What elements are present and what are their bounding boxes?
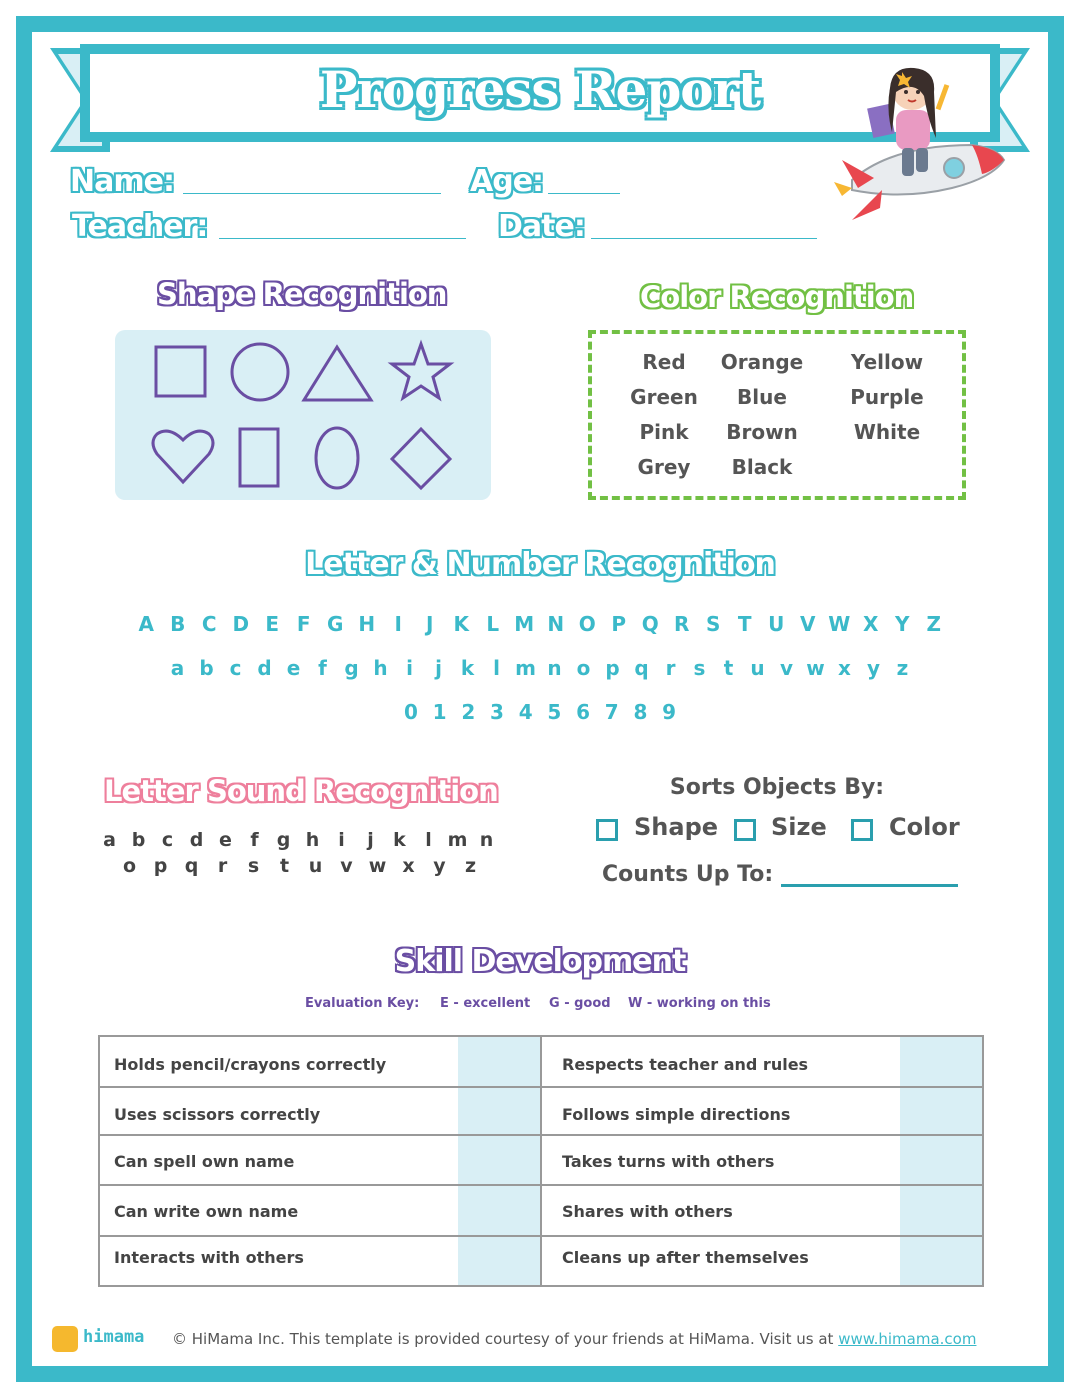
- character: v: [779, 656, 794, 680]
- character: l: [425, 829, 432, 851]
- character: n: [479, 829, 494, 851]
- star-icon: [392, 344, 450, 398]
- character: M: [514, 612, 535, 636]
- skill-right: Respects teacher and rules: [562, 1055, 809, 1074]
- row-divider: [100, 1086, 982, 1088]
- color-word: Orange: [720, 350, 804, 374]
- character: d: [189, 829, 204, 851]
- evaluation-key-item: W - working on this: [628, 996, 771, 1011]
- table-divider: [540, 1037, 542, 1285]
- name-label: Name:: [70, 164, 174, 199]
- himama-logo-icon: [52, 1326, 78, 1352]
- character: 0: [403, 700, 418, 724]
- lowercase-row: [0, 656, 1080, 680]
- color-word: Pink: [639, 420, 689, 444]
- character: x: [838, 656, 851, 680]
- character: F: [296, 612, 311, 636]
- character: s: [693, 656, 706, 680]
- character: l: [493, 656, 500, 680]
- character: I: [394, 612, 402, 636]
- sound-row-1: [95, 829, 501, 851]
- character: b: [199, 656, 214, 680]
- character: v: [340, 855, 353, 877]
- size-option-label: Size: [771, 813, 827, 841]
- character: m: [515, 656, 536, 680]
- character: W: [828, 612, 851, 636]
- character: O: [578, 612, 596, 636]
- character: z: [464, 855, 477, 877]
- character: G: [327, 612, 344, 636]
- character: L: [486, 612, 500, 636]
- shape-option-label: Shape: [634, 813, 719, 841]
- character: 5: [547, 700, 562, 724]
- character: u: [308, 855, 323, 877]
- shapes-grid: [115, 330, 491, 500]
- character: 9: [662, 700, 677, 724]
- page-title: Progress Report: [319, 60, 761, 119]
- character: h: [373, 656, 388, 680]
- skill-left: Interacts with others: [114, 1248, 304, 1267]
- rectangle-icon: [240, 429, 278, 486]
- character: E: [265, 612, 280, 636]
- character: K: [453, 612, 469, 636]
- grade-column-left[interactable]: [458, 1037, 540, 1285]
- character: m: [447, 829, 468, 851]
- name-line[interactable]: [183, 193, 441, 194]
- color-word: Black: [731, 455, 793, 479]
- character: p: [605, 656, 620, 680]
- character: 8: [633, 700, 648, 724]
- character: D: [232, 612, 250, 636]
- character: B: [170, 612, 186, 636]
- color-option-label: Color: [889, 813, 960, 841]
- footer-link[interactable]: www.himama.com: [838, 1330, 977, 1348]
- counts-label: Counts Up To:: [602, 862, 774, 887]
- character: y: [866, 656, 881, 680]
- evaluation-key-label: Evaluation Key:: [305, 996, 420, 1011]
- shape-section-title: Shape Recognition: [157, 277, 447, 311]
- character: Q: [641, 612, 659, 636]
- triangle-icon: [304, 347, 371, 400]
- character: r: [665, 656, 676, 680]
- uppercase-row: [0, 612, 1080, 636]
- character: s: [247, 855, 260, 877]
- skill-section-title: Skill Development: [394, 944, 686, 979]
- skill-left: Can write own name: [114, 1202, 299, 1221]
- color-word: Blue: [737, 385, 787, 409]
- footer-text: [172, 1330, 976, 1348]
- age-label: Age:: [470, 164, 544, 199]
- skill-right: Follows simple directions: [562, 1105, 791, 1124]
- color-section-title: Color Recognition: [640, 280, 914, 314]
- counts-line[interactable]: [781, 884, 958, 887]
- character: a: [103, 829, 116, 851]
- skill-table: [98, 1035, 984, 1287]
- color-word: Green: [630, 385, 698, 409]
- age-line[interactable]: [548, 193, 620, 194]
- character: 7: [604, 700, 619, 724]
- character: H: [358, 612, 376, 636]
- character: f: [318, 656, 327, 680]
- date-line[interactable]: [591, 238, 817, 239]
- character: A: [138, 612, 154, 636]
- character: x: [402, 855, 415, 877]
- heart-icon: [153, 431, 213, 482]
- character: J: [426, 612, 434, 636]
- teacher-label: Teacher:: [72, 209, 208, 244]
- rocket-girl-illustration: [832, 60, 1012, 240]
- character: 3: [490, 700, 504, 724]
- character: b: [131, 829, 146, 851]
- row-divider: [100, 1235, 982, 1237]
- character: z: [896, 656, 909, 680]
- sorts-title: Sorts Objects By:: [669, 775, 885, 800]
- color-word: Grey: [637, 455, 691, 479]
- letter-section-title: Letter & Number Recognition: [305, 547, 775, 582]
- skill-left: Can spell own name: [114, 1152, 295, 1171]
- skill-right: Cleans up after themselves: [562, 1248, 809, 1267]
- color-word: Brown: [726, 420, 798, 444]
- character: w: [806, 656, 825, 680]
- skill-left: Holds pencil/crayons correctly: [114, 1055, 387, 1074]
- character: y: [433, 855, 446, 877]
- character: V: [800, 612, 816, 636]
- himama-logo-text: himama: [83, 1327, 145, 1347]
- character: k: [393, 829, 406, 851]
- row-divider: [100, 1184, 982, 1186]
- character: R: [674, 612, 690, 636]
- character: f: [250, 829, 259, 851]
- character: j: [435, 656, 442, 680]
- character: g: [276, 829, 291, 851]
- grade-column-right[interactable]: [900, 1037, 982, 1285]
- character: X: [863, 612, 879, 636]
- square-icon: [156, 347, 205, 396]
- character: P: [611, 612, 627, 636]
- size-checkbox[interactable]: [734, 819, 756, 841]
- character: Y: [895, 612, 910, 636]
- character: T: [737, 612, 752, 636]
- character: u: [750, 656, 765, 680]
- character: o: [576, 656, 591, 680]
- character: q: [184, 855, 199, 877]
- character: i: [338, 829, 345, 851]
- number-row: [0, 700, 1080, 724]
- character: S: [706, 612, 721, 636]
- character: o: [122, 855, 137, 877]
- shape-checkbox[interactable]: [596, 819, 618, 841]
- character: n: [547, 656, 562, 680]
- character: N: [547, 612, 565, 636]
- diamond-icon: [392, 429, 450, 488]
- character: e: [286, 656, 301, 680]
- teacher-line[interactable]: [219, 238, 466, 239]
- character: e: [219, 829, 232, 851]
- oval-icon: [316, 428, 358, 488]
- character: U: [768, 612, 785, 636]
- date-label: Date:: [498, 209, 585, 244]
- character: w: [368, 855, 387, 877]
- evaluation-key-item: G - good: [549, 996, 611, 1011]
- character: C: [201, 612, 217, 636]
- character: g: [344, 656, 359, 680]
- character: r: [217, 855, 228, 877]
- character: Z: [926, 612, 941, 636]
- character: q: [634, 656, 649, 680]
- character: a: [170, 656, 185, 680]
- character: t: [279, 855, 290, 877]
- sound-section-title: Letter Sound Recognition: [104, 774, 498, 808]
- circle-icon: [232, 344, 288, 400]
- character: h: [305, 829, 320, 851]
- color-word: Yellow: [850, 350, 924, 374]
- color-word: Red: [642, 350, 686, 374]
- evaluation-key-item: E - excellent: [440, 996, 531, 1011]
- color-checkbox[interactable]: [851, 819, 873, 841]
- skill-right: Takes turns with others: [562, 1152, 775, 1171]
- footer-copyright: © HiMama Inc. This template is provided courtesy of your friends at HiMama. Visit us at: [172, 1330, 839, 1348]
- row-divider: [100, 1134, 982, 1136]
- character: 1: [432, 700, 447, 724]
- color-word: White: [853, 420, 921, 444]
- character: t: [723, 656, 734, 680]
- character: c: [229, 656, 242, 680]
- character: i: [406, 656, 413, 680]
- character: 4: [518, 700, 533, 724]
- sound-row-2: [114, 855, 486, 877]
- color-word: Purple: [850, 385, 924, 409]
- character: d: [257, 656, 272, 680]
- character: 2: [461, 700, 476, 724]
- character: c: [161, 829, 174, 851]
- character: 6: [576, 700, 590, 724]
- character: j: [367, 829, 374, 851]
- skill-right: Shares with others: [562, 1202, 733, 1221]
- character: p: [153, 855, 168, 877]
- skill-left: Uses scissors correctly: [114, 1105, 321, 1124]
- character: k: [460, 656, 475, 680]
